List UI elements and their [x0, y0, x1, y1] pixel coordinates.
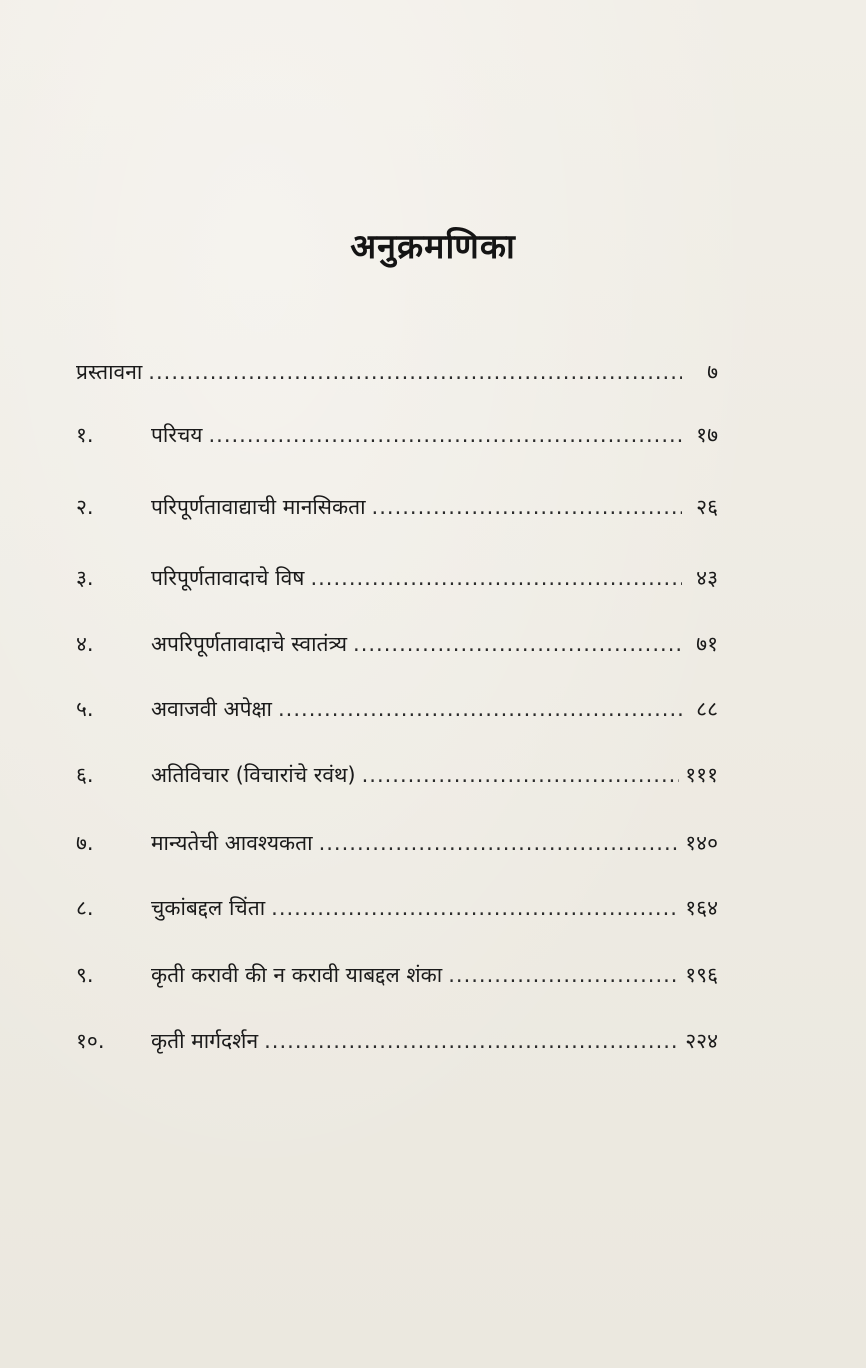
toc-entry-number: ४.: [76, 632, 94, 656]
toc-entry-preface: [76, 352, 718, 392]
toc-entry-title: मान्यतेची आवश्यकता: [151, 831, 313, 855]
toc-entry-page: १७: [696, 423, 718, 447]
toc-entry-5: [76, 689, 718, 729]
dot-leader: [362, 755, 680, 795]
toc-entry-title: परिचय: [151, 423, 203, 447]
dot-leader: [208, 415, 682, 455]
toc-entry-title: कृती मार्गदर्शन: [151, 1029, 259, 1053]
toc-entry-title: परिपूर्णतावाद्याची मानसिकता: [151, 495, 366, 519]
dot-leader: [310, 558, 682, 598]
toc-entry-3: [76, 558, 718, 598]
dot-leader: [319, 823, 680, 863]
toc-entry-number: ७.: [76, 831, 94, 855]
toc-entry-8: [76, 888, 718, 928]
page-title: अनुक्रमणिका: [350, 227, 516, 267]
dot-leader: [278, 689, 682, 729]
toc-entry-title: कृती करावी की न करावी याबद्दल शंका: [151, 963, 443, 987]
toc-entry-title: परिपूर्णतावादाचे विष: [151, 566, 305, 590]
toc-entry-6: [76, 755, 718, 795]
dot-leader: [148, 352, 682, 392]
toc-entry-7: [76, 823, 718, 863]
toc-entry-4: [76, 624, 718, 664]
toc-entry-number: १०.: [76, 1029, 105, 1053]
toc-entry-title: अपरिपूर्णतावादाचे स्वातंत्र्य: [151, 632, 348, 656]
toc-entry-number: ६.: [76, 763, 94, 787]
toc-entry-page: १६४: [685, 896, 718, 920]
toc-entry-number: ३.: [76, 566, 94, 590]
toc-entry-number: ९.: [76, 963, 94, 987]
toc-entry-page: २२४: [685, 1029, 718, 1053]
toc-entry-title: चुकांबद्दल चिंता: [151, 896, 266, 920]
dot-leader: [264, 1021, 679, 1061]
toc-entry-number: २.: [76, 495, 94, 519]
dot-leader: [448, 955, 679, 995]
toc-entry-page: ४३: [696, 566, 718, 590]
dot-leader: [271, 888, 679, 928]
toc-entry-2: [76, 487, 718, 527]
toc-entry-number: १.: [76, 423, 94, 447]
toc-entry-title: अतिविचार (विचारांचे रवंथ): [151, 763, 356, 787]
toc-entry-title: प्रस्तावना: [76, 360, 143, 384]
toc-entry-page: १९६: [685, 963, 718, 987]
toc-entry-page: ८८: [696, 697, 718, 721]
toc-entry-page: १४०: [685, 831, 718, 855]
toc-entry-page: ७१: [696, 632, 718, 656]
toc-entry-1: [76, 415, 718, 455]
toc-entry-page: २६: [696, 495, 718, 519]
dot-leader: [372, 487, 682, 527]
dot-leader: [353, 624, 682, 664]
toc-entry-9: [76, 955, 718, 995]
toc-entry-10: [76, 1021, 718, 1061]
toc-entry-number: ८.: [76, 896, 94, 920]
toc-entry-number: ५.: [76, 697, 94, 721]
toc-entry-title: अवाजवी अपेक्षा: [151, 697, 272, 721]
toc-entry-page: १११: [685, 763, 718, 787]
toc-entry-page: ७: [707, 360, 718, 384]
